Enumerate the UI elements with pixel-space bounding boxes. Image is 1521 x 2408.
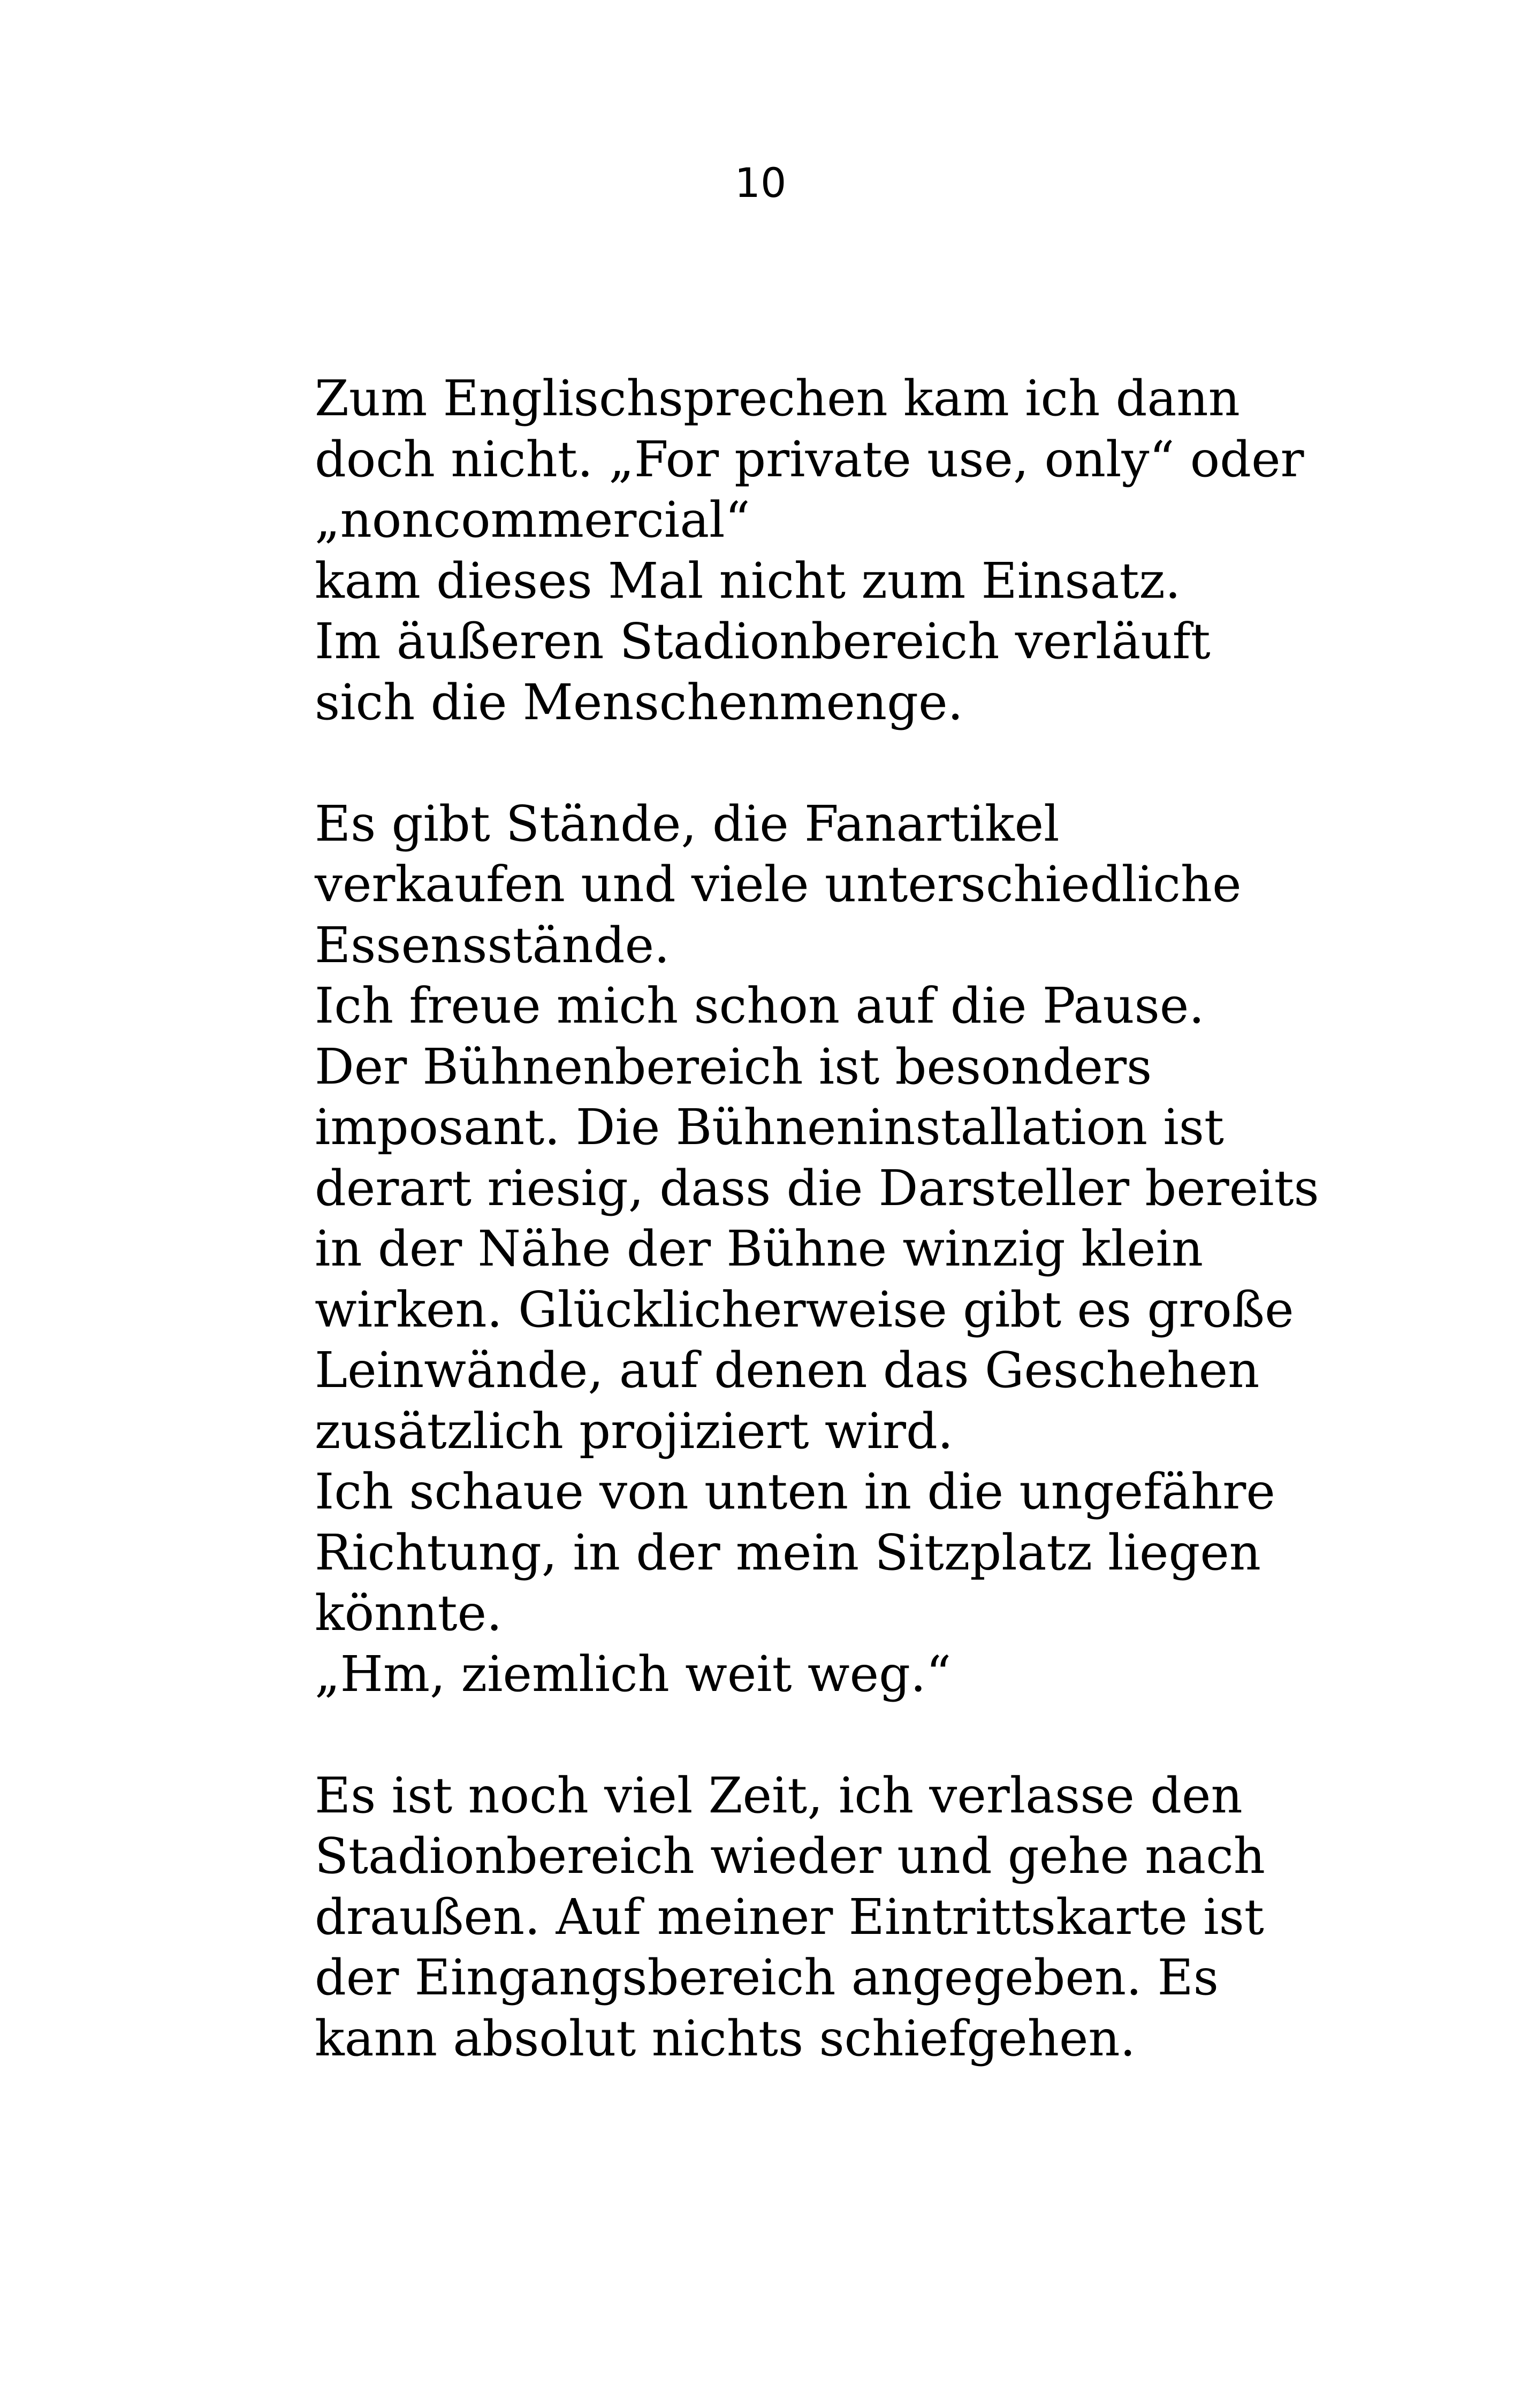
- text-line: Ich freue mich schon auf die Pause.: [315, 977, 1205, 1034]
- text-line: „Hm, ziemlich weit weg.“: [315, 1645, 952, 1703]
- text-line: Zum Englischsprechen kam ich dann: [315, 370, 1240, 427]
- page-number: 10: [734, 159, 787, 207]
- text-line: Der Bühnenbereich ist besonders: [315, 1038, 1152, 1095]
- paragraph-break: [315, 733, 1492, 794]
- text-line: in der Nähe der Bühne winzig klein: [315, 1220, 1204, 1277]
- text-line: könnte.: [315, 1584, 503, 1642]
- text-line: derart riesig, dass die Darsteller bereits: [315, 1159, 1319, 1217]
- text-line: sich die Menschenmenge.: [315, 673, 963, 731]
- text-line: „noncommercial“: [315, 491, 750, 548]
- text-line: wirken. Glücklicherweise gibt es große: [315, 1281, 1294, 1338]
- text-line: kam dieses Mal nicht zum Einsatz.: [315, 552, 1181, 609]
- text-line: Im äußeren Stadionbereich verläuft: [315, 613, 1211, 670]
- text-line: kann absolut nichts schiefgehen.: [315, 2009, 1136, 2067]
- paragraph-break: [315, 1704, 1492, 1765]
- body-text: [315, 368, 1492, 2069]
- text-line: Richtung, in der mein Sitzplatz liegen: [315, 1523, 1261, 1581]
- text-line: Es ist noch viel Zeit, ich verlasse den: [315, 1766, 1243, 1824]
- text-line: doch nicht. „For private use, only“ oder: [315, 430, 1304, 488]
- text-line: imposant. Die Bühneninstallation ist: [315, 1099, 1224, 1156]
- text-line: zusätzlich projiziert wird.: [315, 1402, 954, 1460]
- text-line: der Eingangsbereich angegeben. Es: [315, 1949, 1219, 2006]
- text-line: Ich schaue von unten in die ungefähre: [315, 1463, 1275, 1520]
- text-line: Leinwände, auf denen das Geschehen: [315, 1342, 1260, 1399]
- text-line: Es gibt Stände, die Fanartikel: [315, 795, 1060, 852]
- text-line: draußen. Auf meiner Eintrittskarte ist: [315, 1888, 1264, 1946]
- text-line: verkaufen und viele unterschiedliche: [315, 856, 1242, 913]
- text-line: Essensstände.: [315, 916, 670, 974]
- text-line: Stadionbereich wieder und gehe nach: [315, 1827, 1265, 1885]
